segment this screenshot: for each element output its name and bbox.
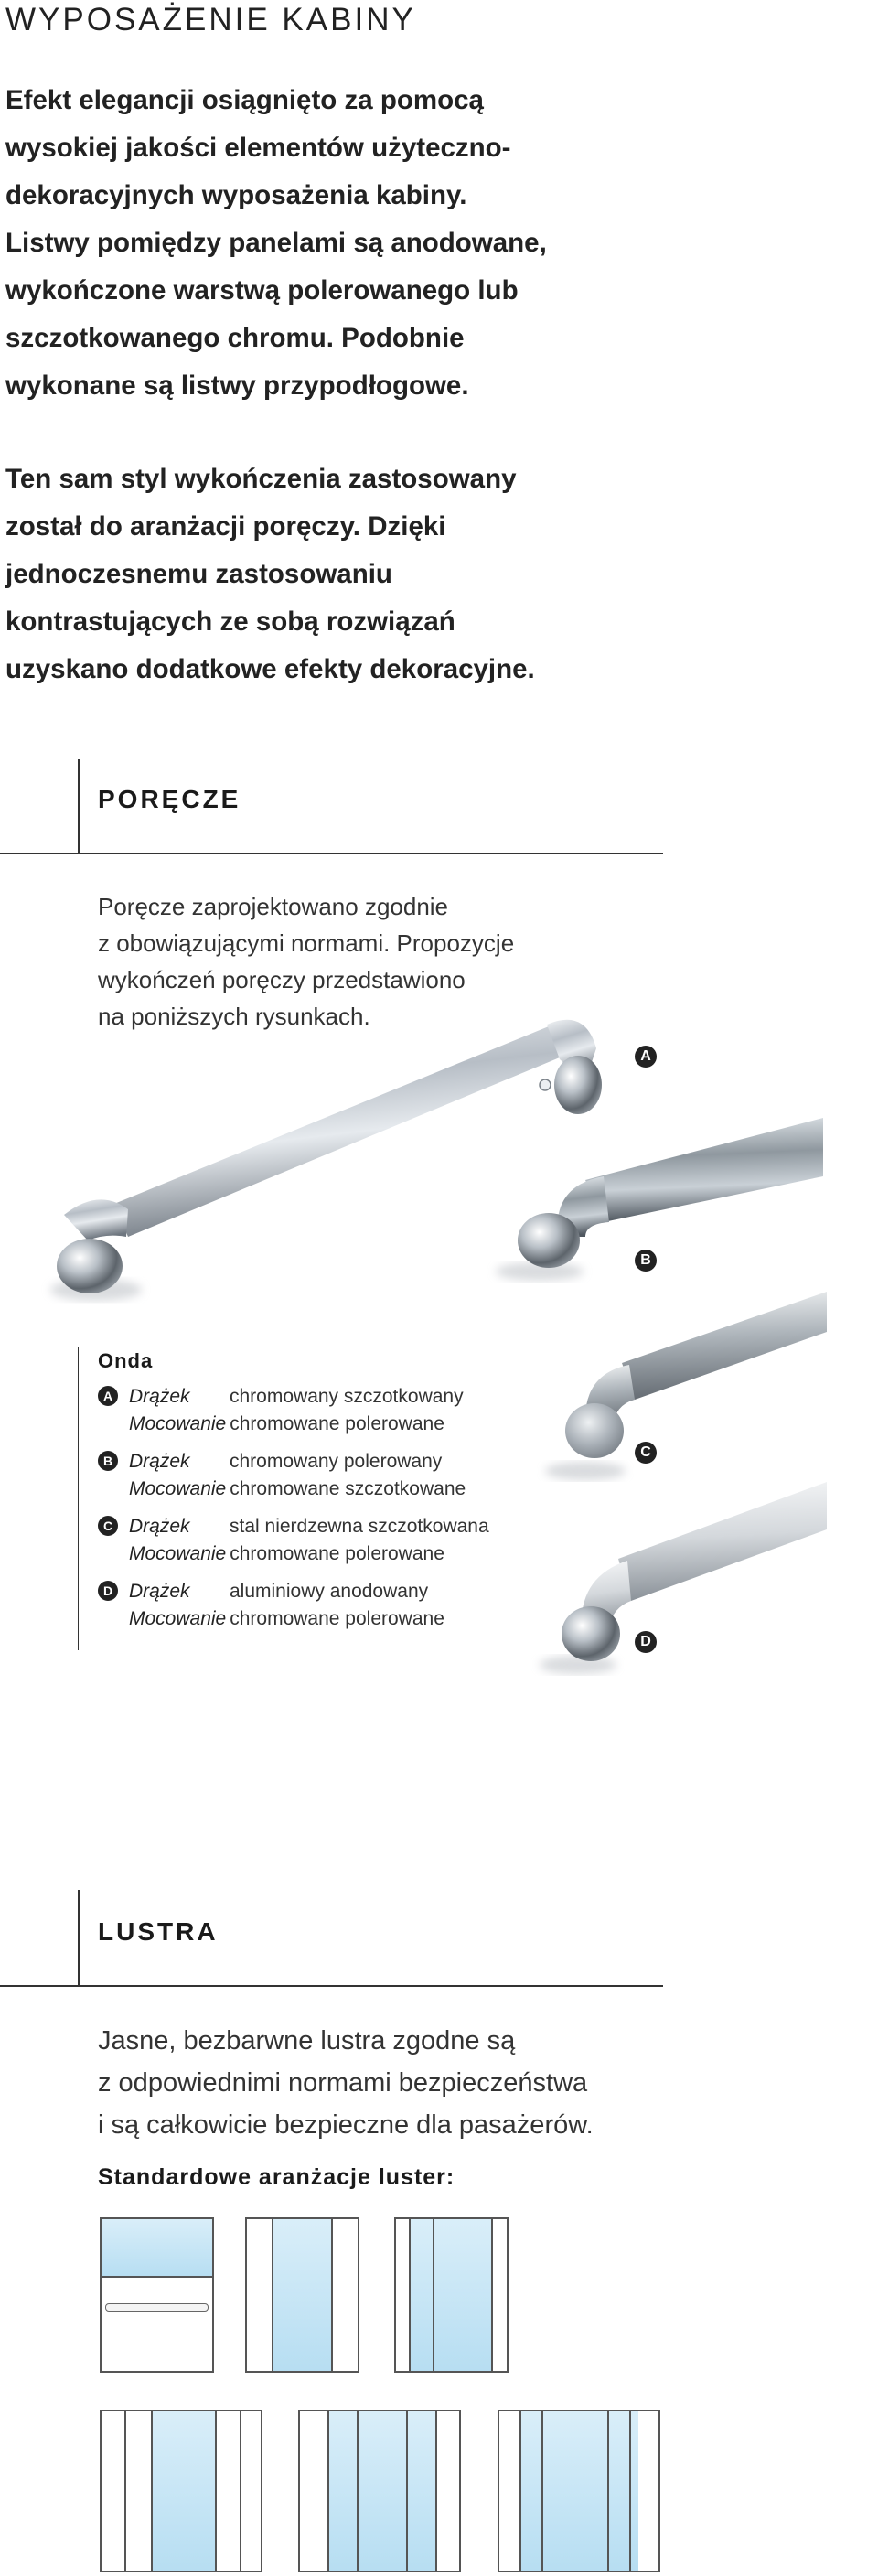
intro-paragraph-2	[5, 456, 701, 693]
bar-value: aluminiowy anodowany	[230, 1581, 429, 1602]
intro-line: uzyskano dodatkowe efekty dekoracyjne.	[5, 654, 535, 684]
handrail-d-image	[540, 1482, 827, 1674]
text-line: i są całkowicie bezpieczne dla pasażerów.	[98, 2110, 594, 2140]
label-c-badge: C	[635, 1442, 657, 1464]
mirror-arrangement-4	[100, 2410, 262, 2572]
section-divider-vertical	[78, 759, 80, 854]
intro-line: Listwy pomiędzy panelami są anodowane,	[5, 228, 547, 258]
text-line: z odpowiednimi normami bezpieczeństwa	[98, 2068, 588, 2098]
mount-value: chromowane polerowane	[230, 1543, 444, 1564]
handrail-b-image	[496, 1118, 823, 1281]
bar-label: Drążek	[129, 1386, 190, 1407]
bar-value: stal nierdzewna szczotkowana	[230, 1516, 489, 1537]
list-item	[98, 1385, 537, 1450]
mirror-arrangement-3	[394, 2217, 509, 2373]
mount-label: Mocowanie	[129, 1478, 227, 1499]
bar-label: Drążek	[129, 1581, 190, 1602]
intro-line: został do aranżacji poręczy. Dzięki	[5, 511, 446, 542]
mount-label: Mocowanie	[129, 1608, 227, 1629]
text-line: Jasne, bezbarwne lustra zgodne są	[98, 2026, 516, 2055]
mount-value: chromowane polerowane	[230, 1608, 444, 1629]
mirror-arrangement-2	[245, 2217, 359, 2373]
item-badge: A	[98, 1386, 118, 1406]
intro-line: wykonane są listwy przypodłogowe.	[5, 370, 469, 401]
section-title-mirrors: LUSTRA	[98, 1917, 219, 1946]
mount-label: Mocowanie	[129, 1413, 227, 1434]
intro-line: dekoracyjnych wyposażenia kabiny.	[5, 180, 467, 210]
text-line: na poniższych rysunkach.	[98, 1003, 370, 1030]
text-line: wykończeń poręczy przedstawiono	[98, 966, 466, 993]
mirror-arrangement-1	[100, 2217, 214, 2373]
section-divider-horizontal	[0, 1985, 663, 1987]
mount-label: Mocowanie	[129, 1543, 227, 1564]
intro-line: Ten sam styl wykończenia zastosowany	[5, 464, 517, 494]
mirror-arrangement-5	[298, 2410, 461, 2572]
text-line: Poręcze zaprojektowano zgodnie	[98, 893, 449, 920]
item-badge: C	[98, 1516, 118, 1536]
intro-line: wykończone warstwą polerowanego lub	[5, 275, 519, 306]
intro-line: kontrastujących ze sobą rozwiązań	[5, 606, 455, 637]
page-heading: WYPOSAŻENIE KABINY	[5, 2, 416, 38]
onda-title: Onda	[98, 1349, 154, 1372]
label-a-badge: A	[635, 1046, 657, 1068]
handrail-a-image	[50, 1020, 602, 1301]
handrail-icon	[105, 2303, 209, 2312]
section-divider-vertical	[78, 1890, 80, 1987]
mirrors-description	[98, 2020, 683, 2146]
item-badge: B	[98, 1451, 118, 1471]
onda-list	[98, 1385, 537, 1645]
intro-line: jednoczesnemu zastosowaniu	[5, 559, 392, 589]
item-badge: D	[98, 1581, 118, 1601]
handrail-c-image	[545, 1292, 827, 1480]
mount-value: chromowane polerowane	[230, 1413, 444, 1434]
intro-paragraph	[5, 77, 701, 410]
mirrors-subtitle: Standardowe aranżacje luster:	[98, 2164, 455, 2190]
list-item	[98, 1580, 537, 1645]
label-d-badge: D	[635, 1631, 657, 1653]
section-title-handrails: PORĘCZE	[98, 785, 241, 813]
mount-value: chromowane szczotkowane	[230, 1478, 466, 1499]
bar-value: chromowany szczotkowany	[230, 1386, 464, 1407]
bar-label: Drążek	[129, 1451, 190, 1472]
label-b-badge: B	[635, 1250, 657, 1272]
bar-value: chromowany polerowany	[230, 1451, 443, 1472]
section-divider-horizontal	[0, 853, 663, 854]
list-item	[98, 1450, 537, 1515]
text-line: z obowiązującymi normami. Propozycje	[98, 929, 515, 957]
bar-label: Drążek	[129, 1516, 190, 1537]
intro-line: szczotkowanego chromu. Podobnie	[5, 323, 465, 353]
list-item	[98, 1515, 537, 1580]
intro-line: Efekt elegancji osiągnięto za pomocą	[5, 85, 484, 115]
mirror-arrangement-6	[498, 2410, 660, 2572]
onda-divider	[78, 1347, 79, 1650]
intro-line: wysokiej jakości elementów użyteczno-	[5, 133, 511, 163]
